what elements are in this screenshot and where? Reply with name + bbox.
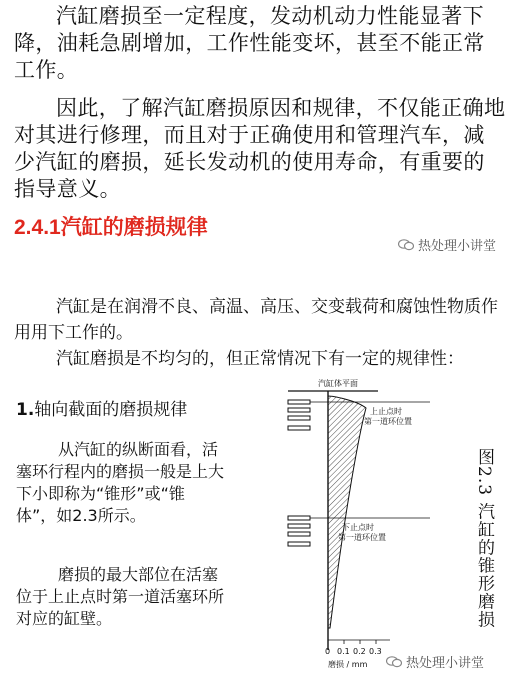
tdc-label-1: 上止点时	[370, 407, 402, 416]
subheading-text: 轴向截面的磨损规律	[34, 400, 188, 420]
cylinder-wear-figure	[270, 378, 455, 668]
intro-paragraph-2: 因此，了解汽缸磨损原因和规律，不仅能正确地对其进行修理，而且对于正确使用和管理汽车，减少汽缸的磨损，延长发动机的使用寿命，有重要的指导意义。	[14, 96, 506, 201]
watermark-top	[398, 235, 496, 254]
piston-rings-bottom	[288, 516, 310, 546]
sentence-regularity: 汽缸磨损是不均匀的，但正常情况下有一定的规律性：	[56, 349, 464, 369]
watermark-bottom	[386, 652, 484, 671]
watermark-text: 热处理小讲堂	[406, 656, 485, 671]
x-tick-0: 0	[325, 647, 331, 656]
sentence-conditions: 汽缸是在润滑不良、高温、高压、交变载荷和腐蚀性物质作用用下工作的。	[14, 297, 498, 343]
left-paragraph-1: 从汽缸的纵断面看，活塞环行程内的磨损一般是上大下小即称为“锥形”或“锥体”，如2.3所示。	[16, 440, 225, 525]
figure-top-label: 汽缸体平面	[318, 379, 358, 388]
x-axis-label: 磨损 / mm	[328, 660, 368, 668]
x-tick-3: 0.3	[369, 647, 382, 656]
bdc-label-2: 第一道环位置	[338, 533, 386, 542]
x-tick-1: 0.1	[337, 647, 350, 656]
chat-bubble-icon	[398, 239, 414, 251]
chat-bubble-icon	[386, 656, 402, 668]
subheading	[16, 399, 224, 421]
subheading-number: 1.	[16, 400, 35, 420]
left-paragraph-2: 磨损的最大部位在活塞位于上止点时第一道活塞环所对应的缸壁。	[16, 565, 225, 628]
bdc-label-1: 下止点时	[342, 523, 374, 532]
piston-rings-top	[288, 400, 310, 430]
intro-paragraph-1: 汽缸磨损至一定程度，发动机动力性能显著下降，油耗急剧增加，工作性能变坏，甚至不能正常工作。	[14, 4, 485, 82]
tdc-label-2: 第一道环位置	[364, 417, 412, 426]
section-heading: 2.4.1汽缸的磨损规律	[14, 216, 208, 239]
wear-profile-area	[328, 396, 366, 628]
watermark-text: 热处理小讲堂	[418, 239, 497, 254]
figure-caption: 图2.3 汽缸的锥形磨损	[474, 448, 494, 629]
x-tick-2: 0.2	[353, 647, 366, 656]
